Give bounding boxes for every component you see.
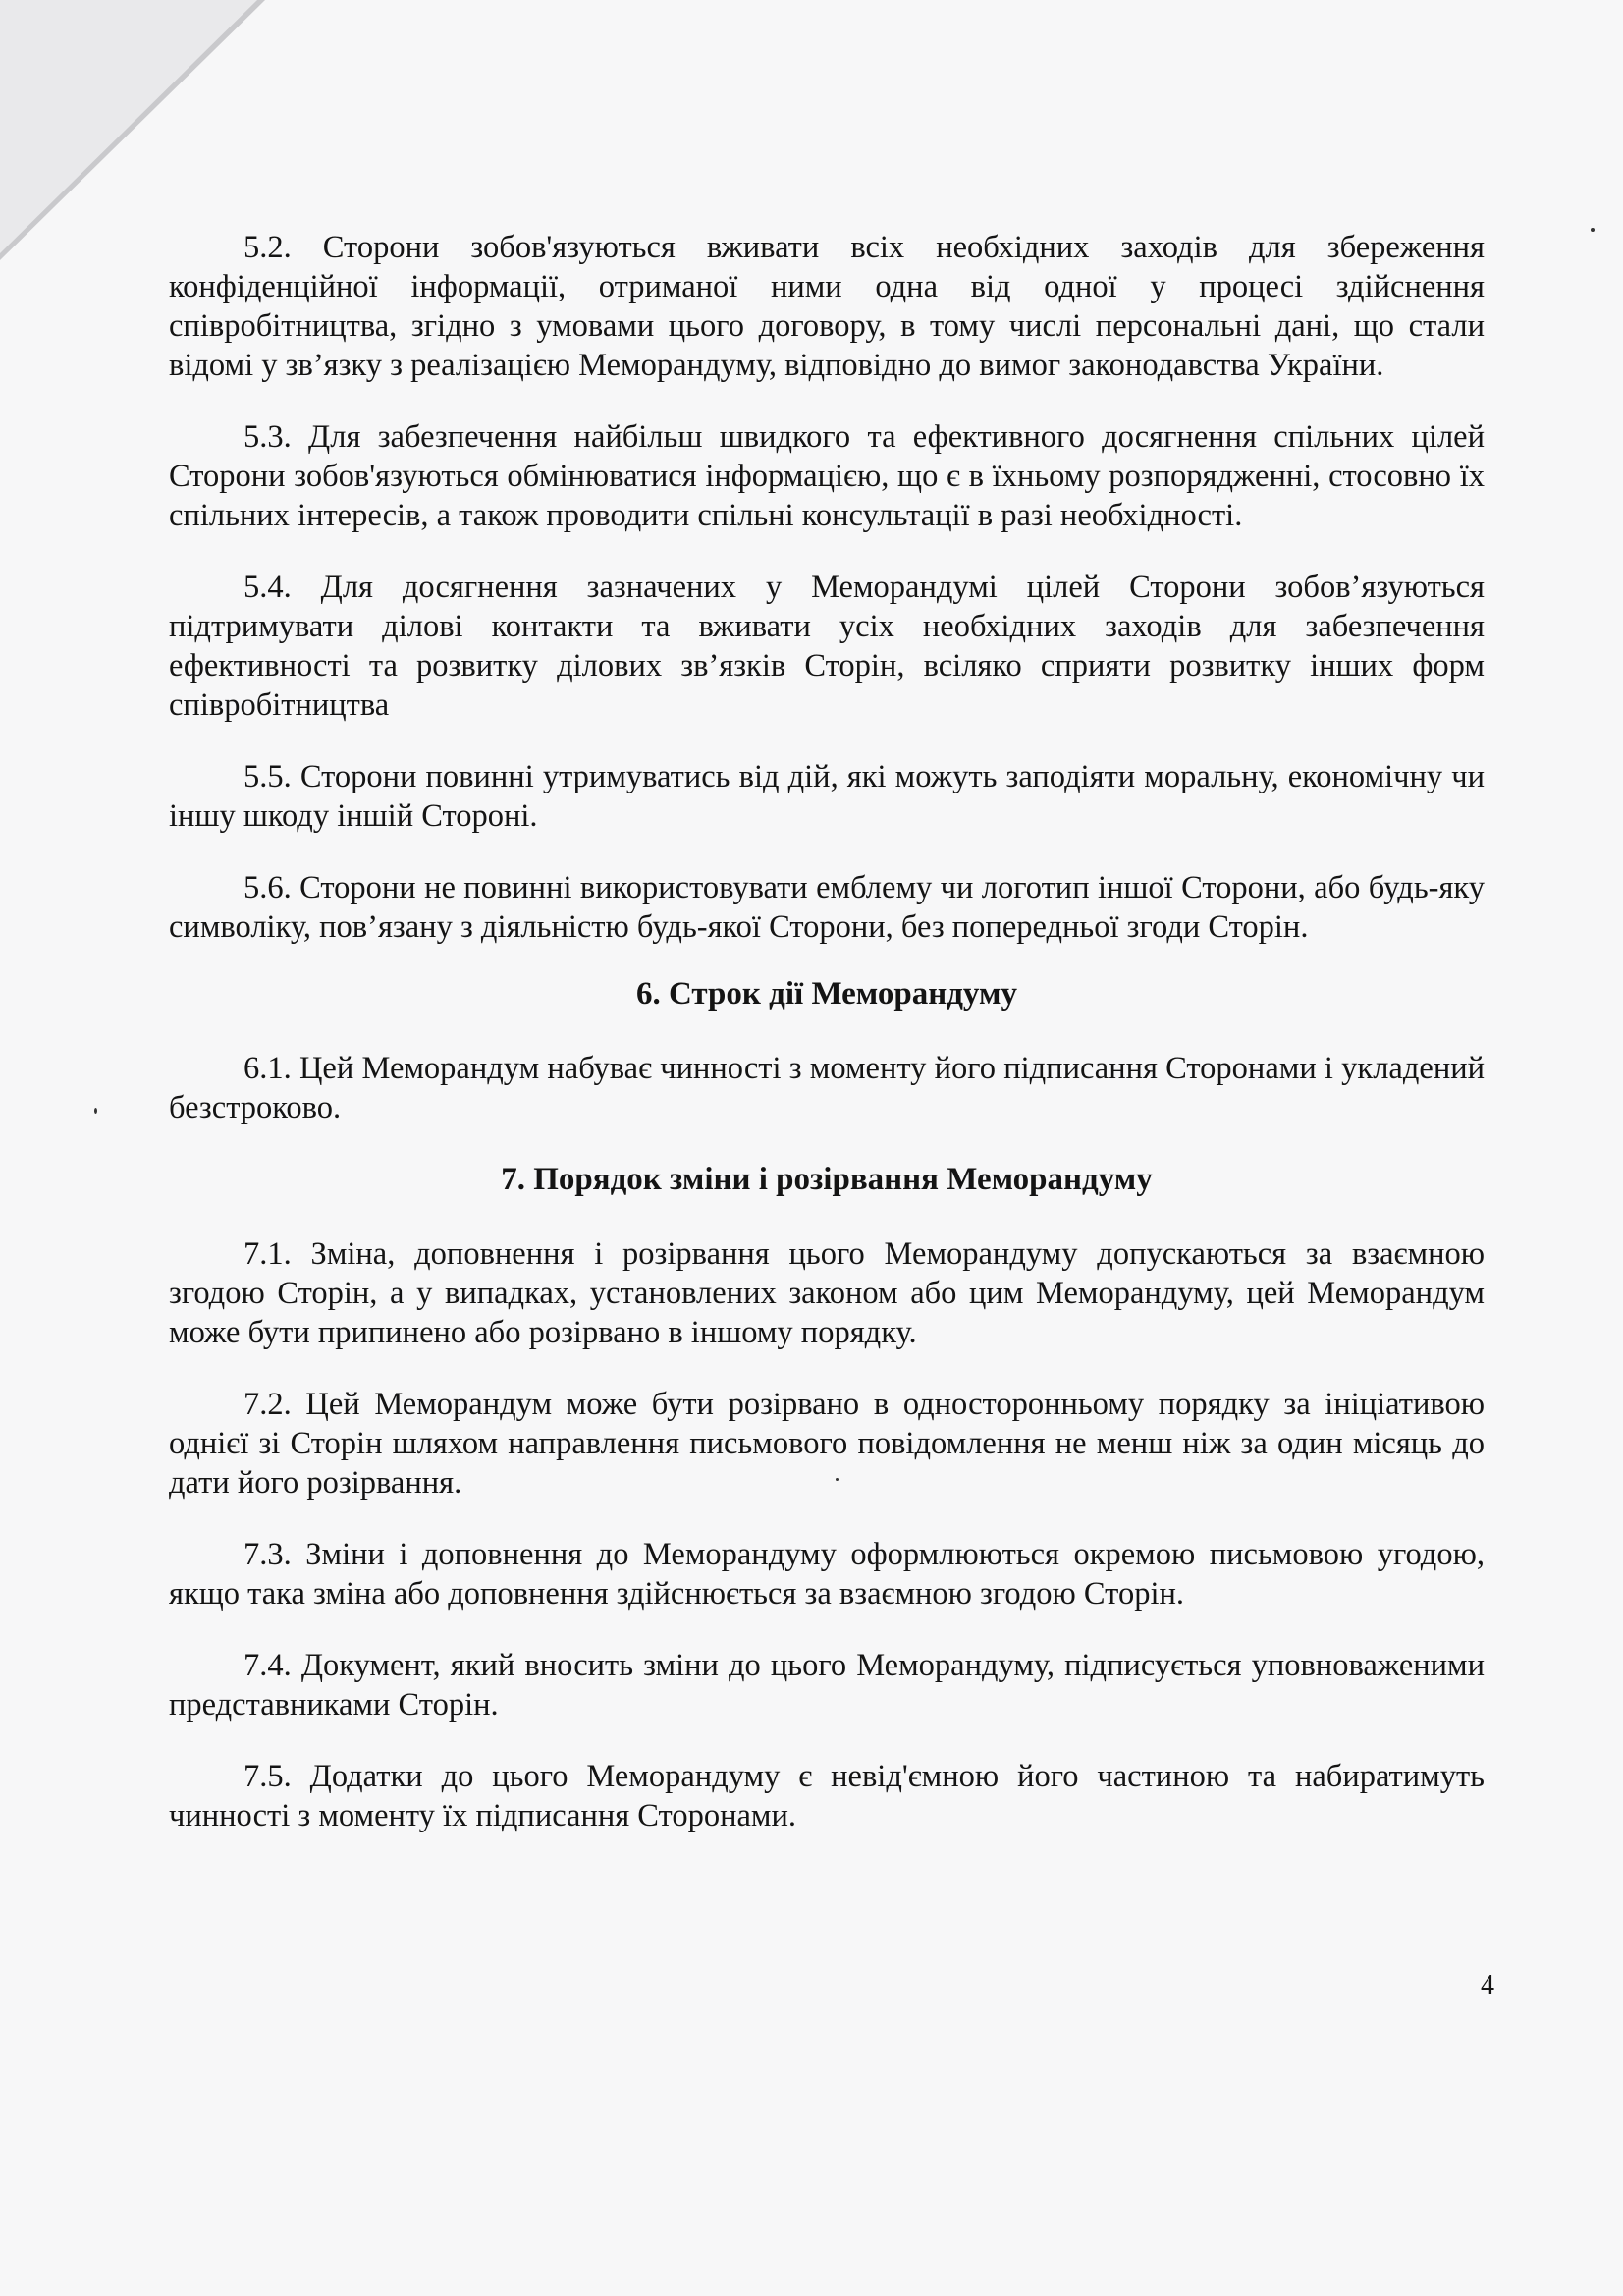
paragraph-7-4: 7.4. Документ, який вносить зміни до цього Меморандуму, підписується уповноваженими представниками Сторін. [169, 1648, 1485, 1722]
scan-speck [1591, 228, 1595, 232]
paragraph-6-1: 6.1. Цей Меморандум набуває чинності з моменту його підписання Сторонами і укладений безстроково. [169, 1051, 1485, 1125]
paragraph-5-2: 5.2. Сторони зобов'язуються вживати всіх необхідних заходів для збереження конфіденційної інформації, отриманої ними одна від одної у процесі здійснення співробітництва, згідно з умовами цього договору, в тому числі персональні дані, що стали відомі у зв’язку з реалізацією Меморандуму, відповідно до вимог законодавства України. [169, 230, 1485, 383]
page-number: 4 [1481, 1970, 1494, 2000]
paragraph-5-6: 5.6. Сторони не повинні використовувати емблему чи логотип іншої Сторони, або будь-яку символіку, пов’язану з діяльністю будь-якої Сторони, без попередньої згоди Сторін. [169, 870, 1485, 945]
paragraph-7-2: 7.2. Цей Меморандум може бути розірвано в односторонньому порядку за ініціативою однієї зі Сторін шляхом направлення письмового повідомлення не менш ніж за один місяць до дати його розірвання. [169, 1387, 1485, 1501]
paragraph-5-3: 5.3. Для забезпечення найбільш швидкого та ефективного досягнення спільних цілей Сторони зобов'язуються обмінюватися інформацією, що є в їхньому розпорядженні, стосовно їх спільних інтересів, а також проводити спільні консультації в разі необхідності. [169, 419, 1485, 533]
section-heading-6: 6. Строк дії Меморандуму [636, 976, 1017, 1011]
paragraph-7-1: 7.1. Зміна, доповнення і розірвання цього Меморандуму допускаються за взаємною згодою Сторін, а у випадках, установлених законом або цим Меморандуму, цей Меморандум може бути припинено або розірвано в іншому порядку. [169, 1236, 1485, 1350]
paragraph-5-5: 5.5. Сторони повинні утримуватись від дій, які можуть заподіяти моральну, економічну чи іншу шкоду іншій Стороні. [169, 759, 1485, 834]
scan-speck [94, 1108, 97, 1114]
folded-corner-inner [0, 0, 257, 253]
paragraph-5-4: 5.4. Для досягнення зазначених у Меморандумі цілей Сторони зобов’язуються підтримувати ділові контакти та вживати усіх необхідних заходів для забезпечення ефективності та розвитку ділових зв’язків Сторін, всіляко сприяти розвитку інших форм співробітництва [169, 570, 1485, 723]
paragraph-7-3: 7.3. Зміни і доповнення до Меморандуму оформлюються окремою письмовою угодою, якщо така зміна або доповнення здійснюється за взаємною згодою Сторін. [169, 1537, 1485, 1612]
document-body [169, 228, 1485, 1868]
section-heading-7: 7. Порядок зміни і розірвання Меморандуму [501, 1162, 1153, 1197]
paragraph-7-5: 7.5. Додатки до цього Меморандуму є невід'ємною його частиною та набиратимуть чинності з моменту їх підписання Сторонами. [169, 1759, 1485, 1833]
